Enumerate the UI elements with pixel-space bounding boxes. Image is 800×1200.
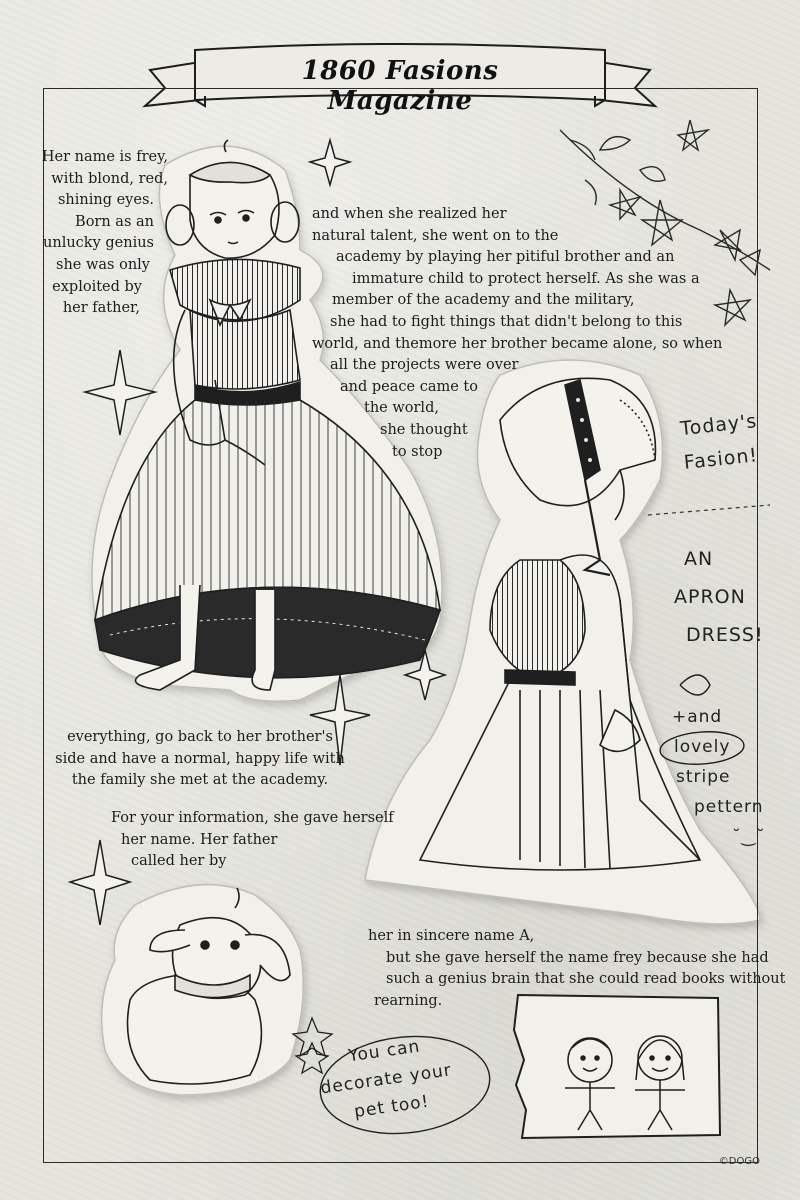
story-line: everything, go back to her brother's [67, 729, 333, 745]
story-line: exploited by [52, 278, 142, 295]
note-line: +and [672, 707, 723, 727]
story-info-block [111, 808, 394, 873]
story-line: with blond, red, [51, 170, 168, 187]
story-line: immature child to protect herself. As she was a [352, 270, 700, 287]
note-line: AN [684, 548, 714, 570]
note-line: DRESS! [686, 624, 764, 646]
story-line: her in sincere name A, [368, 928, 535, 944]
note-line: stripe [676, 767, 731, 787]
story-line: the family she met at the academy. [71, 772, 329, 789]
story-line: Her name is frey, [41, 149, 168, 165]
story-middle-block [40, 727, 360, 792]
story-line: academy by playing her pitiful brother and an [336, 249, 675, 266]
note-line: pettern [694, 797, 764, 817]
story-line: the world, [364, 400, 439, 417]
story-line: such a genius brain that she could read books without [386, 971, 786, 988]
story-line: Born as an [75, 213, 154, 230]
story-line: she thought [380, 421, 468, 438]
story-line: her father, [62, 300, 140, 317]
story-line: side and have a normal, happy life with [55, 750, 345, 767]
story-line: member of the academy and the military, [332, 292, 635, 309]
artist-credit: ©DOGO [718, 1156, 760, 1167]
story-line: but she gave herself the name frey because she had [386, 949, 769, 966]
story-line: and when she realized her [312, 206, 507, 222]
story-left-column [30, 147, 168, 320]
note-pet-decorate [319, 1029, 458, 1128]
note-todays-fashion [679, 404, 763, 480]
story-center-column [312, 204, 722, 463]
story-line: she was only [56, 256, 150, 273]
story-line: unlucky genius [43, 235, 154, 252]
story-line: her name. Her father [121, 831, 278, 848]
story-line: and peace came to [340, 378, 478, 395]
note-apron-dress [674, 540, 764, 654]
note-line: lovely [674, 737, 731, 757]
note-line: You can [347, 1036, 422, 1067]
story-line: she had to fight things that didn't belong to this [330, 313, 683, 330]
story-line: called her by [131, 853, 227, 870]
note-line: decorate your [319, 1060, 454, 1099]
story-closing-block [368, 926, 785, 1012]
story-line: to stop [392, 443, 443, 460]
note-lovely-stripe [672, 702, 766, 852]
story-line: For your information, she gave herself [111, 810, 394, 826]
note-line: Today's [679, 410, 759, 441]
note-line: APRON [674, 586, 746, 608]
story-line: world, and themore her brother became alone, so when [312, 335, 723, 352]
smiley-icon: ˘‿˘ [732, 827, 766, 847]
story-line: shining eyes. [57, 192, 154, 209]
magazine-title: 1860 Fasions Magazine [301, 56, 499, 116]
note-line: pet too! [352, 1091, 431, 1123]
story-line: all the projects were over [330, 357, 519, 374]
story-line: rearning. [374, 992, 443, 1009]
note-line: Fasion! [682, 444, 760, 474]
story-line: natural talent, she went on to the [312, 227, 559, 244]
